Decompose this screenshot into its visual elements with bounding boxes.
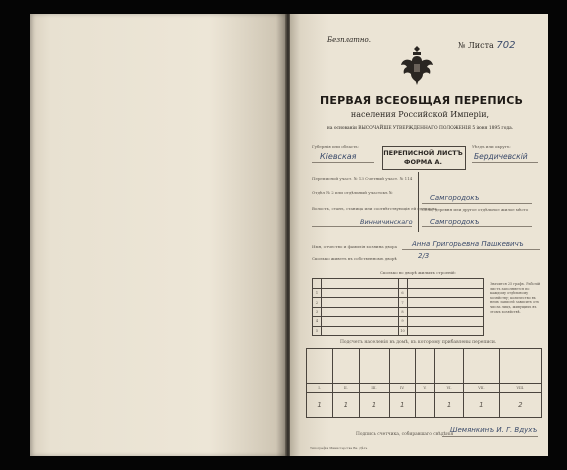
uezd-value: Бердичевскiй [474, 152, 528, 161]
rooms-label: Сколько во дворѣ жилыхъ строенiй: [380, 270, 457, 275]
grid-row-number: 5 [313, 326, 322, 335]
owner-value: Анна Григорьевна Пашкевичъ [412, 240, 524, 248]
village-note: Село, деревня или другое отдѣльное жилое мѣсто [422, 207, 529, 212]
grid-row-number: 10 [398, 326, 407, 335]
uezd-label: Уѣздъ или округъ: [472, 144, 511, 149]
district-value: Винничинскаго [360, 218, 413, 226]
grid-row-number: 9 [398, 317, 407, 326]
printer-note: Типографiя Министерства Вн. Дѣлъ [310, 446, 368, 450]
summary-col-head: III. [359, 383, 389, 393]
census-subtitle: населения Российской Имперiи, [350, 110, 490, 119]
imperial-eagle-emblem [400, 44, 434, 88]
regulation-line: на основанiи ВЫСОЧАЙШЕ УТВЕРЖДЕННАГО ПОЛОЖЕНIЯ 5 iюня 1895 года. [326, 126, 514, 131]
grid-row-number: 7 [398, 298, 407, 307]
summary-value: 1 [464, 393, 500, 418]
sheet-number: 702 [496, 40, 516, 51]
village-unit-value: Самгородокъ [430, 194, 480, 202]
grid-row-number: 3 [313, 307, 322, 316]
grid-row-number: 8 [398, 307, 407, 316]
left-blank-page [30, 14, 286, 456]
sheet-label: № Листа [458, 41, 494, 50]
summary-col-head: IV. [389, 383, 415, 393]
village-unit-line: Волость, станъ, станица или соотвѣтствующiя ей единицы: [312, 206, 438, 211]
grid-row-number: 4 [313, 317, 322, 326]
side-note: Значится 25 графъ. Рабочiй листъ заполняется по каждому отдѣльному хозяйству; количество въ немъ записей зависитъ отъ числа лицъ, живущихъ въ этомъ хозяйствѣ. [490, 282, 541, 314]
census-form-page [290, 14, 548, 456]
summary-table [306, 348, 542, 418]
census-title: ПЕРВАЯ ВСЕОБЩАЯ ПЕРЕПИСЬ [320, 94, 524, 107]
open-census-book [30, 14, 550, 456]
summary-col-head: VI. [435, 383, 464, 393]
village-name-value: Самгородокъ [430, 218, 480, 226]
summary-value: 2 [499, 393, 541, 418]
summary-col-head: VIII. [499, 383, 541, 393]
summary-value [415, 393, 434, 418]
summary-value: 1 [333, 393, 359, 418]
free-label: Безплатно. [327, 36, 371, 44]
living-value: 2/3 [418, 252, 430, 260]
living-label: Сколько живетъ въ собственномъ дворѣ [312, 256, 397, 261]
summary-title: Подсчетъ населенiя въ домѣ, къ которому прибавлены переписи. [340, 340, 497, 345]
summary-col-head: V. [415, 383, 434, 393]
sheet-title: ПЕРЕПИСНОЙ ЛИСТЪ [383, 149, 463, 157]
summary-col-head: I. [307, 383, 333, 393]
counter-signature: Шемянкинъ И. Г. Вдухъ [450, 426, 538, 434]
house-section-line: Отдѣл № 2 или отдѣльный участокъ № [312, 190, 393, 195]
summary-col-head: VII. [464, 383, 500, 393]
owner-label: Имя, отчество и фамилiя хозяина двора [312, 244, 397, 249]
grid-row-number: 6 [398, 289, 407, 298]
dwelling-grid [312, 278, 484, 336]
census-section-line: Переписной участ. № 13 Счетный участ. № 114 [312, 176, 413, 181]
form-letter: ФОРМА А. [404, 158, 442, 166]
summary-value: 1 [359, 393, 389, 418]
sheet-number-label [458, 40, 515, 51]
counter-label: Подпись счетчика, собиравшаго свѣдѣнiя [356, 432, 454, 437]
grid-row-number: 2 [313, 298, 322, 307]
province-label: Губернiя или область: [312, 144, 359, 149]
summary-value: 1 [435, 393, 464, 418]
grid-row-number: 1 [313, 289, 322, 298]
summary-col-head: II. [333, 383, 359, 393]
summary-value: 1 [307, 393, 333, 418]
province-value: Кiевская [320, 152, 357, 161]
summary-value: 1 [389, 393, 415, 418]
